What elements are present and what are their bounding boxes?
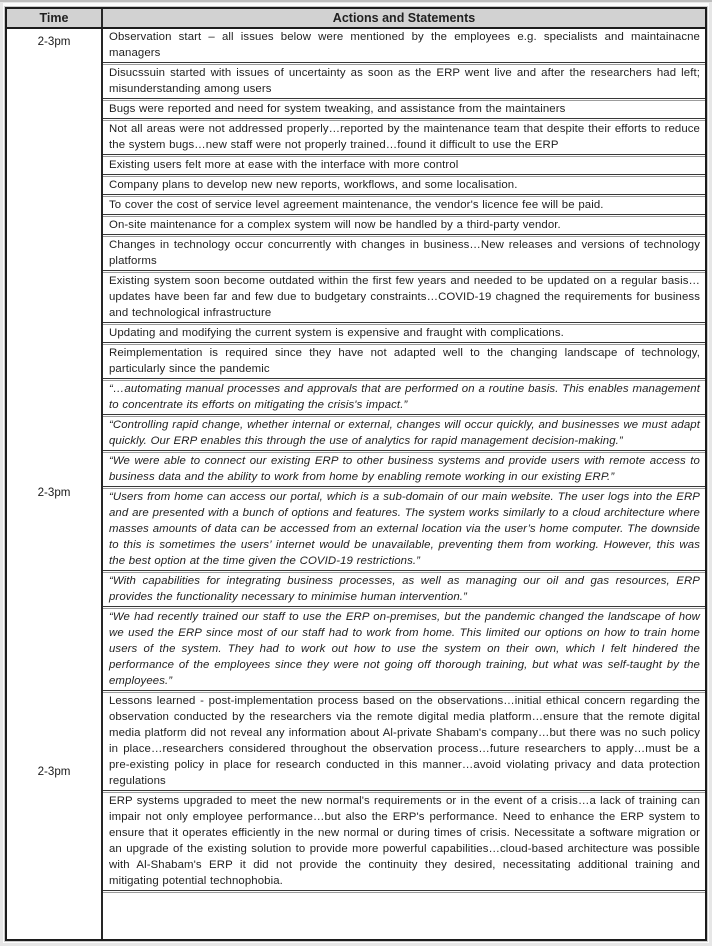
table-row-quote: “Controlling rapid change, whether internal or external, changes will occur quickly, and businesses we must adapt quickly. Our ERP enables this through the use of analytics for rapid management decision-making.” [103,414,705,450]
time-label: 2-3pm [37,765,71,779]
table-row: Existing system soon become outdated within the first few years and needed to be updated on a regular basis…updates have been far and few due to budgetary constraints…COVID-19 chagned the requirements for business and technological infrastructure [103,270,705,322]
table-row: Reimplementation is required since they have not adapted well to the changing landscape of technology, particularly since the pandemic [103,342,705,378]
table-row-quote: “Users from home can access our portal, which is a sub-domain of our main website. The user logs into the ERP and are presented with a bunch of options and features. The system works similarly to a cloud architecture where masses amounts of data can be accessed from an external location via the user’s home computer. The downside to this is sometimes the users’ internet would be unavailable, preventing them from working. However, this was the best option at the time given the COVID-19 restrictions.” [103,486,705,570]
column-header-actions-and-statements: Actions and Statements [332,11,476,25]
table-header-row [7,9,705,29]
time-label: 2-3pm [37,35,71,48]
table-row: Lessons learned - post-implementation process based on the observations…initial ethical concern regarding the observation conducted by the researchers via the remote digital media platform…ensure that the remote digital media platform did not reveal any information about Al-private Shabam's company…but there was no such policy in place…researchers considered throughout the observation process…future researchers to apply…must be a pre-existing policy in place for research conducted in this manner…avoid violating privacy and data protection regulations [103,690,705,790]
table-row-empty [103,890,705,939]
actions-column [103,29,705,939]
table-row: Bugs were reported and need for system tweaking, and assistance from the maintainers [103,98,705,118]
table-row: Updating and modifying the current system is expensive and fraught with complications. [103,322,705,342]
table-row: ERP systems upgraded to meet the new normal's requirements or in the event of a crisis…a lack of training can impair not only employee performance…but also the ERP's performance. Need to enhance the ERP system to ensure that it operates efficiently in the new normal or during times of crisis. Necessitate a software migration or an upgrade of the existing solution to provide more powerful capabilities…cloud-based architecture was possible with Al-Shabam's ERP it did not provide the continuity they desired, necessitating additional training and mitigating potential technophobia. [103,790,705,890]
table-row-quote: “We were able to connect our existing ERP to other business systems and provide users with remote access to business data and the ability to work from home by enabling remote working in our existing ERP.” [103,450,705,486]
table-row: Disucssuin started with issues of uncertainty as soon as the ERP went live and after the researchers had left; misunderstanding among users [103,62,705,98]
table-body [7,29,705,939]
table-row-quote: “We had recently trained our staff to use the ERP on-premises, but the pandemic changed the landscape of how we used the ERP since most of our staff had to work from home. This limited our options on how to train home users of the system. They had to work out how to use the system on their own, which I felt hindered the performance of the employees since they were not going off thorough training, but what was self-taught by the employees.” [103,606,705,690]
table-row-quote: “…automating manual processes and approvals that are performed on a routine basis. This enables management to concentrate its efforts on mitigating the crisis's impact.” [103,378,705,414]
table-row: Observation start – all issues below were mentioned by the employees e.g. specialists and maintainacne managers [109,31,700,59]
observation-table [5,7,707,941]
column-header-time: Time [7,9,103,27]
table-row: Not all areas were not addressed properly…reported by the maintenance team that despite their efforts to reduce the system bugs…new staff were not properly trained…found it difficult to use the ERP [103,118,705,154]
table-row: Company plans to develop new new reports, workflows, and some localisation. [103,174,705,194]
table-row: To cover the cost of service level agreement maintenance, the vendor's licence fee will be paid. [103,194,705,214]
time-label: 2-3pm [37,486,71,500]
time-column [7,29,103,939]
table-row: On-site maintenance for a complex system will now be handled by a third-party vendor. [103,214,705,234]
table-row: Changes in technology occur concurrently with changes in business…New releases and versions of technology platforms [103,234,705,270]
table-row-quote: “With capabilities for integrating business processes, as well as managing our oil and gas resources, ERP provides the functionality necessary to minimise human intervention.” [103,570,705,606]
table-row: Existing users felt more at ease with the interface with more control [103,154,705,174]
